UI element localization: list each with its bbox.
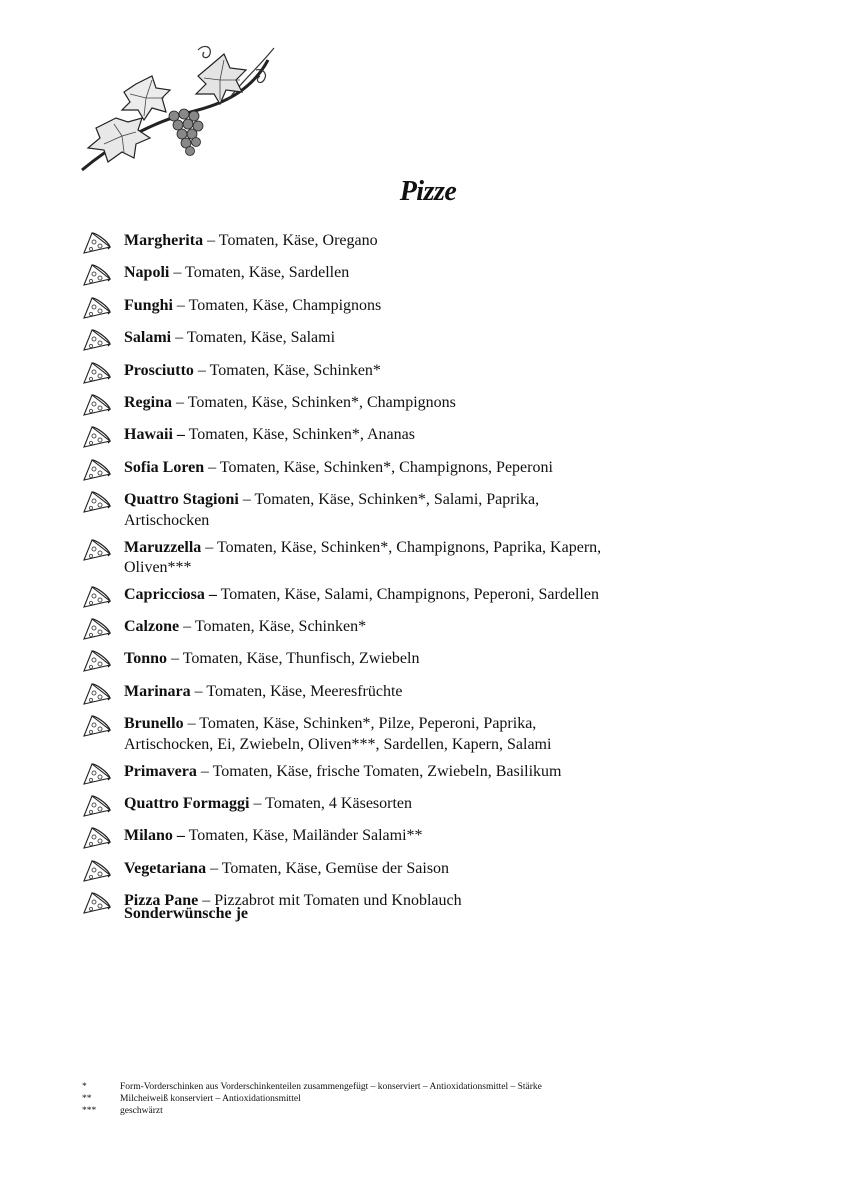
footnote — [82, 1081, 542, 1093]
pizza-slice-icon — [82, 762, 112, 787]
pizza-name: Vegetariana — [124, 859, 207, 877]
menu-item — [82, 794, 802, 819]
pizza-slice-icon — [82, 231, 112, 256]
pizza-ingredients: – Tomaten, Käse, frische Tomaten, Zwiebeln, Basilikum — [196, 762, 562, 780]
pizza-ingredients: – Tomaten, Käse, Schinken*, Salami, Paprika, Artischocken — [124, 491, 540, 529]
pizza-slice-icon — [82, 425, 112, 450]
pizza-name: Maruzzella — [124, 538, 202, 556]
pizza-ingredients: – Tomaten, Käse, Schinken* — [179, 617, 367, 635]
pizza-slice-icon — [82, 296, 112, 321]
pizza-name: Sofia Loren — [124, 458, 205, 476]
pizza-ingredients: – Tomaten, Käse, Champignons — [172, 296, 382, 314]
pizza-name: Tonno — [124, 650, 167, 668]
pizza-slice-icon — [82, 891, 112, 916]
pizza-ingredients: – Tomaten, Käse, Schinken*, Champignons, Paprika, Kapern, Oliven*** — [124, 538, 602, 577]
menu-item — [82, 826, 802, 851]
footnote-mark: ** — [82, 1094, 92, 1104]
pizza-ingredients: – Tomaten, Käse, Schinken*, Pilze, Peperoni, Paprika, Artischocken, Ei, Zwiebeln, Oliven***, Sardellen, Kapern, Salami — [124, 715, 552, 753]
pizza-ingredients: – Tomaten, Käse, Schinken*, Champignons — [172, 393, 456, 411]
pizza-slice-icon — [82, 361, 112, 386]
footnote — [82, 1105, 542, 1117]
menu-item — [82, 714, 802, 755]
menu-item — [82, 328, 802, 353]
footnote-text: Form-Vorderschinken aus Vorderschinkenteilen zusammengefügt – konserviert – Antioxidationsmittel – Stärke — [120, 1082, 542, 1092]
pizza-ingredients: – Pizzabrot mit Tomaten und Knoblauch — [198, 892, 462, 910]
pizza-name: Capricciosa – — [124, 586, 217, 604]
pizza-name: Calzone — [124, 617, 180, 635]
pizza-slice-icon — [82, 490, 112, 515]
pizza-slice-icon — [82, 538, 112, 563]
menu-item — [82, 490, 802, 531]
pizza-slice-icon — [82, 617, 112, 642]
menu-item — [82, 859, 802, 884]
menu-item — [82, 649, 802, 674]
footnote — [82, 1093, 542, 1105]
menu-item — [82, 458, 802, 483]
pizza-ingredients: – Tomaten, Käse, Salami — [171, 329, 336, 347]
menu-item — [82, 425, 802, 450]
pizza-ingredients: – Tomaten, Käse, Oregano — [203, 232, 378, 249]
page-title: Pizze — [399, 176, 457, 207]
pizza-slice-icon — [82, 682, 112, 707]
special-requests-label: Sonderwünsche je — [124, 905, 249, 922]
menu-item — [82, 682, 802, 707]
menu-item — [82, 538, 802, 579]
menu-item — [82, 296, 802, 321]
pizza-ingredients: – Tomaten, 4 Käsesorten — [249, 795, 413, 813]
menu-item — [82, 585, 802, 610]
pizza-slice-icon — [82, 859, 112, 884]
menu-item — [82, 617, 802, 642]
pizza-ingredients: – Tomaten, Käse, Schinken* — [193, 361, 381, 379]
menu-item — [82, 263, 802, 288]
pizza-name: Napoli — [124, 264, 170, 282]
pizza-name: Prosciutto — [124, 361, 194, 379]
pizza-name: Regina — [124, 393, 172, 411]
pizza-slice-icon — [82, 794, 112, 819]
pizza-slice-icon — [82, 263, 112, 288]
pizza-ingredients: – Tomaten, Käse, Thunfisch, Zwiebeln — [167, 650, 420, 668]
menu-item — [82, 361, 802, 386]
pizza-ingredients: – Tomaten, Käse, Gemüse der Saison — [206, 859, 450, 877]
menu-item — [82, 762, 802, 787]
footnote-text: Milcheiweiß konserviert – Antioxidationsmittel — [120, 1094, 301, 1104]
footnote-mark: *** — [82, 1106, 97, 1116]
pizza-ingredients: Tomaten, Käse, Mailänder Salami** — [184, 827, 423, 845]
pizza-name: Milano – — [124, 827, 185, 845]
pizza-slice-icon — [82, 649, 112, 674]
pizza-name: Marinara — [124, 682, 191, 700]
pizza-ingredients: Tomaten, Käse, Salami, Champignons, Peperoni, Sardellen — [216, 586, 599, 604]
pizza-name: Salami — [124, 329, 172, 347]
pizza-slice-icon — [82, 585, 112, 610]
pizza-ingredients: – Tomaten, Käse, Schinken*, Champignons, Peperoni — [204, 458, 553, 476]
pizza-name: Quattro Stagioni — [124, 491, 239, 509]
pizza-slice-icon — [82, 458, 112, 483]
pizza-ingredients: – Tomaten, Käse, Meeresfrüchte — [190, 682, 403, 700]
pizza-name: Quattro Formaggi — [124, 795, 250, 813]
pizza-name: Primavera — [124, 762, 197, 780]
footnote-mark: * — [82, 1082, 87, 1092]
pizza-name: Pizza Pane — [124, 892, 199, 910]
menu-item — [82, 393, 802, 418]
pizza-ingredients: Tomaten, Käse, Schinken*, Ananas — [184, 426, 415, 444]
pizza-slice-icon — [82, 714, 112, 739]
pizza-name: Funghi — [124, 296, 173, 314]
pizza-name: Hawaii – — [124, 426, 185, 444]
footnote-text: geschwärzt — [120, 1106, 163, 1116]
grapevine-illustration — [78, 40, 278, 175]
pizza-slice-icon — [82, 328, 112, 353]
footnotes — [82, 1081, 542, 1117]
pizza-menu-list — [82, 231, 802, 924]
menu-item — [82, 231, 802, 256]
pizza-name: Brunello — [124, 715, 184, 733]
pizza-slice-icon — [82, 826, 112, 851]
pizza-ingredients: – Tomaten, Käse, Sardellen — [169, 264, 350, 282]
pizza-slice-icon — [82, 393, 112, 418]
pizza-name: Margherita — [124, 232, 204, 249]
